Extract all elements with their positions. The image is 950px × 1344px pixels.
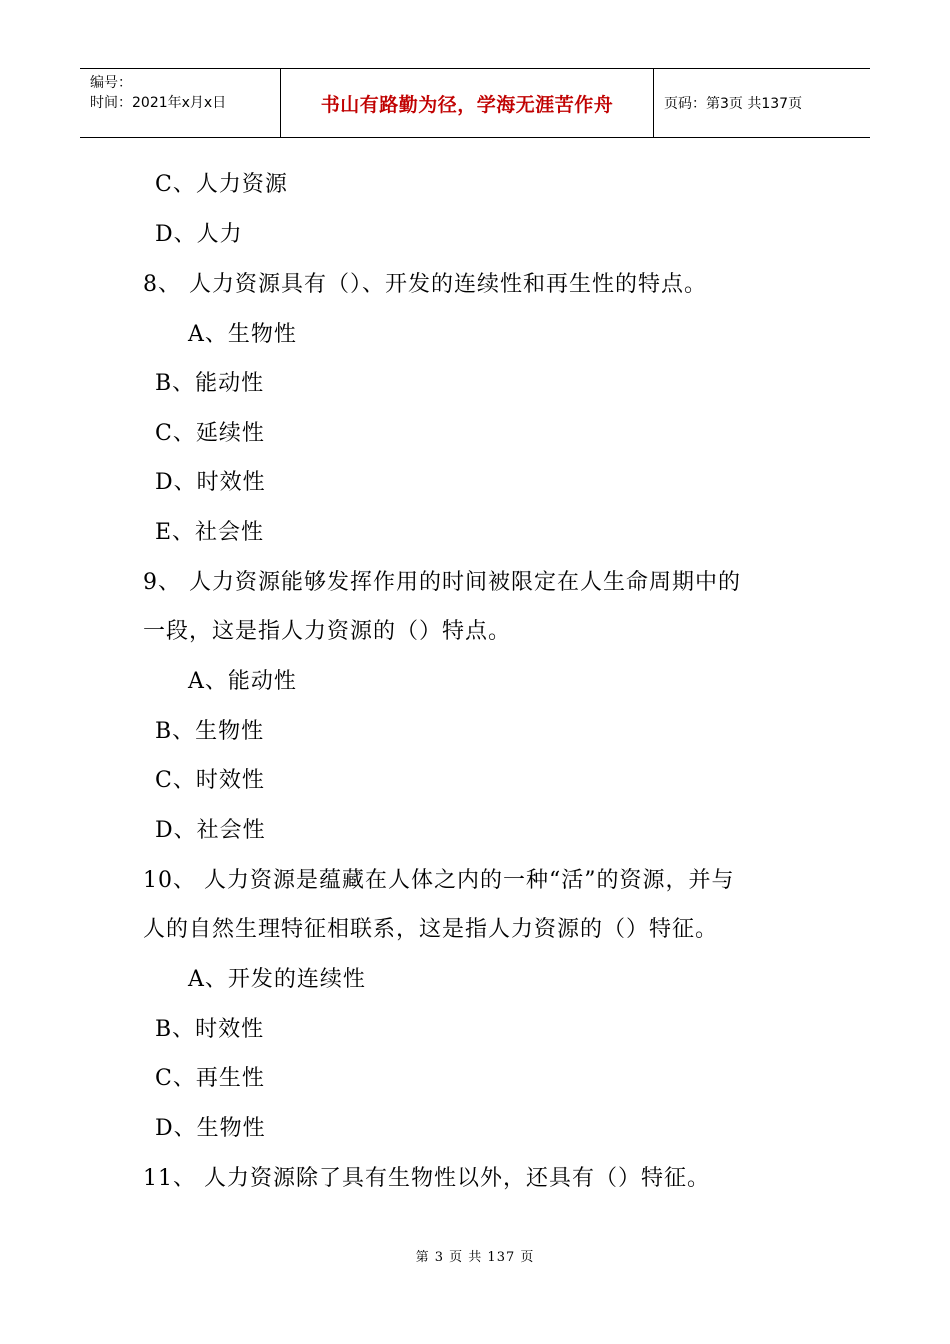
option-line: A、能动性 (188, 669, 297, 694)
question-line: 9、 人力资源能够发挥作用的时间被限定在人生命周期中的 (143, 570, 741, 595)
option-line: C、人力资源 (155, 172, 288, 197)
option-line: D、人力 (155, 222, 243, 247)
header-meta (80, 69, 281, 137)
option-line: A、生物性 (188, 322, 297, 347)
question-line: 10、 人力资源是蕴藏在人体之内的一种“活”的资源，并与 (143, 868, 735, 893)
option-line: E、社会性 (155, 520, 265, 545)
option-line: B、时效性 (155, 1017, 265, 1042)
document-number-label: 编号： (90, 75, 132, 91)
option-line: C、时效性 (155, 768, 265, 793)
option-line: D、生物性 (155, 1116, 266, 1141)
header-motto: 书山有路勤为径，学海无涯苦作舟 (281, 69, 654, 137)
page-header (80, 68, 870, 138)
page-footer: 第 3 页 共 137 页 (415, 1250, 535, 1265)
question-line: 11、 人力资源除了具有生物性以外，还具有（）特征。 (143, 1166, 710, 1191)
question-line: 一段，这是指人力资源的（）特点。 (143, 619, 512, 644)
document-date: 时间：2021年x月x日 (90, 95, 227, 111)
question-line: 人的自然生理特征相联系，这是指人力资源的（）特征。 (143, 917, 719, 942)
option-line: D、时效性 (155, 470, 266, 495)
option-line: B、生物性 (155, 719, 265, 744)
option-line: D、社会性 (155, 818, 266, 843)
header-page-info: 页码：第3页 共137页 (664, 96, 803, 112)
option-line: C、再生性 (155, 1066, 265, 1091)
option-line: B、能动性 (155, 371, 265, 396)
option-line: A、开发的连续性 (188, 967, 366, 992)
option-line: C、延续性 (155, 421, 265, 446)
question-line: 8、 人力资源具有（）、开发的连续性和再生性的特点。 (143, 272, 707, 297)
